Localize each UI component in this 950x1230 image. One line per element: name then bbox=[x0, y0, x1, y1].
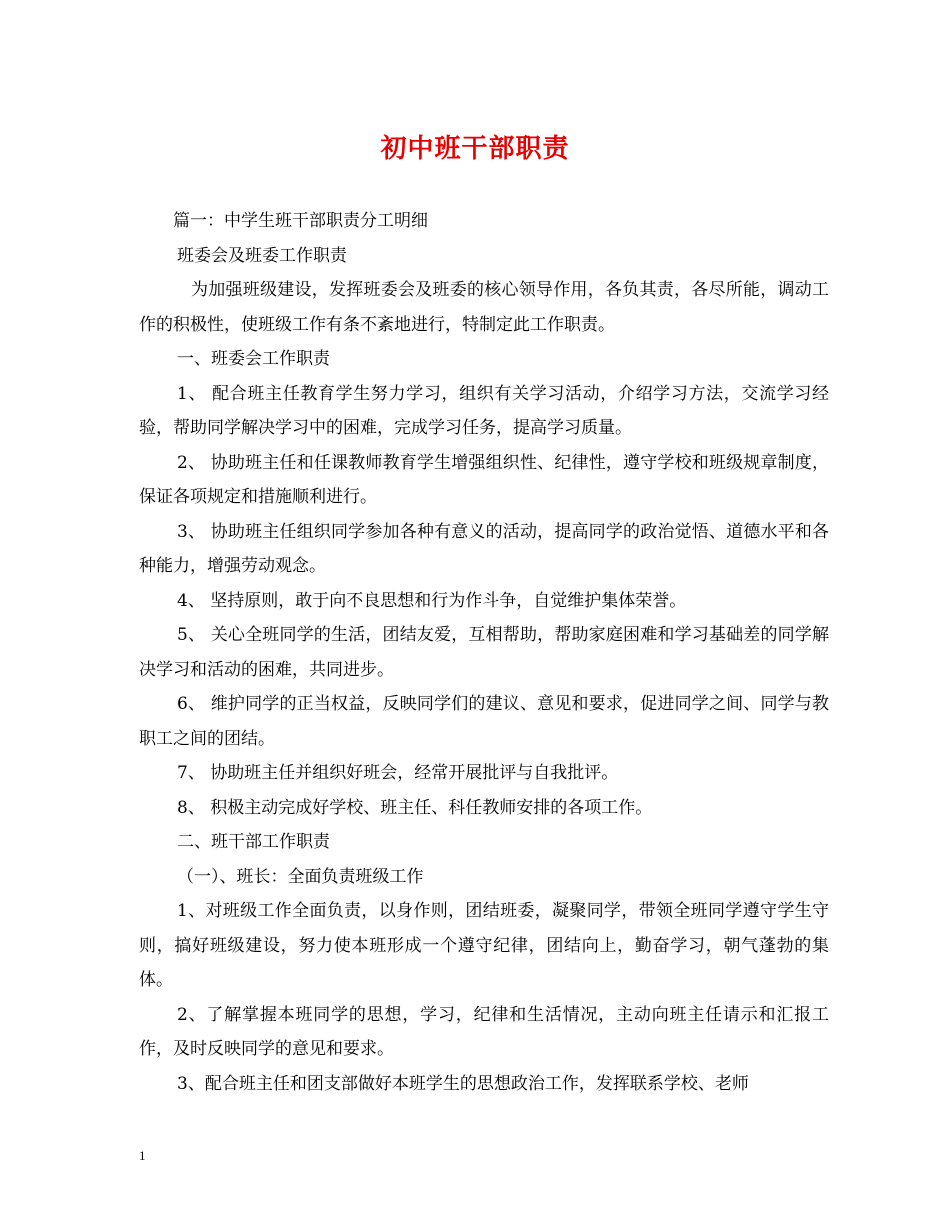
paragraph-item-7: 7、 协助班主任并组织好班会，经常开展批评与自我批评。 bbox=[177, 763, 619, 783]
paragraph-item-1: 1、 配合班主任教育学生努力学习，组织有关学习活动，介绍学习方法，交流学习经验，帮助同学解决学习中的困难，完成学习任务，提高学习质量。 bbox=[139, 383, 829, 438]
page-number: 1 bbox=[139, 1148, 146, 1163]
document-body bbox=[139, 204, 829, 1101]
document-title: 初中班干部职责 bbox=[380, 134, 570, 164]
paragraph-item-3: 3、 协助班主任组织同学参加各种有意义的活动，提高同学的政治觉悟、道德水平和各种能力，增强劳动观念。 bbox=[139, 521, 829, 576]
paragraph-heading-cadre-duties: 二、班干部工作职责 bbox=[177, 832, 330, 852]
paragraph-subheading-monitor: （一）、班长：全面负责班级工作 bbox=[177, 866, 424, 887]
paragraph-monitor-item-2: 2、了解掌握本班同学的思想，学习，纪律和生活情况，主动向班主任请示和汇报工作，及时反映同学的意见和要求。 bbox=[139, 1004, 829, 1059]
paragraph-section-heading: 班委会及班委工作职责 bbox=[177, 245, 347, 266]
paragraph-item-8: 8、 积极主动完成好学校、班主任、科任教师安排的各项工作。 bbox=[177, 797, 653, 818]
paragraph-item-5: 5、 关心全班同学的生活，团结友爱，互相帮助，帮助家庭困难和学习基础差的同学解决学习和活动的困难，共同进步。 bbox=[139, 625, 829, 680]
paragraph-item-2: 2、 协助班主任和任课教师教育学生增强组织性、纪律性，遵守学校和班级规章制度，保证各项规定和措施顺利进行。 bbox=[139, 452, 829, 507]
paragraph-monitor-item-3: 3、配合班主任和团支部做好本班学生的思想政治工作，发挥联系学校、老师 bbox=[177, 1073, 749, 1094]
paragraph-heading-committee-duties: 一、班委会工作职责 bbox=[177, 349, 330, 369]
paragraph-article-heading: 篇一：中学生班干部职责分工明细 bbox=[173, 211, 428, 231]
paragraph-intro: 为加强班级建设，发挥班委会及班委的核心领导作用，各负其责，各尽所能，调动工作的积极性，使班级工作有条不紊地进行，特制定此工作职责。 bbox=[139, 280, 829, 335]
paragraph-item-4: 4、 坚持原则，敢于向不良思想和行为作斗争，自觉维护集体荣誉。 bbox=[177, 590, 687, 611]
paragraph-item-6: 6、 维护同学的正当权益，反映同学们的建议、意见和要求，促进同学之间、同学与教职工之间的团结。 bbox=[139, 694, 829, 749]
paragraph-monitor-item-1: 1、对班级工作全面负责，以身作则，团结班委，凝聚同学，带领全班同学遵守学生守则，搞好班级建设，努力使本班形成一个遵守纪律，团结向上，勤奋学习，朝气蓬勃的集体。 bbox=[139, 901, 829, 990]
